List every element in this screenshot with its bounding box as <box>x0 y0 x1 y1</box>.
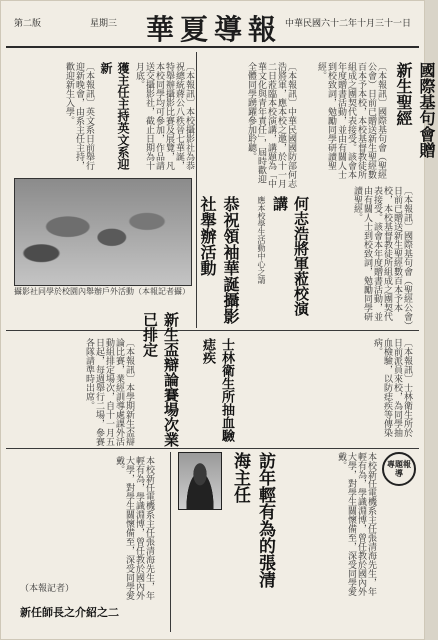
a2-headline: 何志浩將軍蒞校演講 <box>271 196 310 316</box>
special-report-stamp: 專題報導 <box>382 452 416 486</box>
a5-headline: 士林衛生所抽血驗痣疾 <box>200 338 234 442</box>
a8-headline: 新任師長之介紹之二 <box>20 606 119 619</box>
photo-caption: 攝影社同學於校園內舉辦戶外活動（本報記者攝） <box>14 287 190 296</box>
campus-activity-photo <box>14 178 192 286</box>
a5-body: 〔本報訊〕士林衛生所於日前派員來校，為同學抽血檢驗，以防痣疾等傳染病。 <box>372 338 412 437</box>
a1-body-continued: 〔本報訊〕國際基句會（聖經公會）日前已贈送新生聖經數百本予本校，本校基督教徒所組成之團契代表接受。該會本年度贈書活動，並由有關人士到校致詞，勉勵同學研讀聖經。 <box>352 186 412 326</box>
issue-number: 第二版 <box>14 19 42 29</box>
a4-headline: 新生盃辯論賽場次業已排定 <box>141 312 180 447</box>
a3-headline: 恭祝領袖華誕攝影社舉辦活動 <box>198 196 240 324</box>
column-divider-top <box>196 52 197 328</box>
a8-body: 本校新任電機系主任張清海先生，年輕有為，學識淵博，曾任教於國內外大學，對學生關懷備至，深受同學愛戴。 <box>114 456 154 600</box>
column-divider <box>170 452 171 632</box>
a2-subhead: 應本校學生活動中心之請 <box>257 196 266 284</box>
section-divider-2 <box>6 448 419 449</box>
a1-body: 〔本報訊〕國際基句會（聖經公會）日前已贈送新生聖經數百本予本校，本校基督教徒所組成之團契代表接受。該會本年度贈書活動，並由有關人士到校致詞，勉勵同學研讀聖經。 <box>316 62 386 179</box>
section-divider <box>6 330 419 331</box>
a6-body: 〔本報訊〕英文系日前舉行迎新晚會，由系主任主持，歡迎新生入學。 <box>64 62 94 170</box>
a7-headline: 訪年輕有為的張清海主任 <box>230 452 275 588</box>
publication-date: 中華民國六十二年十月三十一日 <box>284 19 411 29</box>
a4-body: 〔本報訊〕本學期新生盃辯論比賽，業經訓導處課外活動組排定場次，自十一月五日起，每週舉行二場，參賽各隊請準時出席。 <box>84 338 134 446</box>
a7-body: 本校新任電機系主任張清海先生，年輕有為，學識淵博，曾任教於國內外大學，對學生關懷備至，深受同學愛戴。 <box>336 452 376 596</box>
masthead <box>6 6 419 48</box>
a6-headline: 獲主任主持英文系迎新 <box>99 62 130 170</box>
a3-body: 〔本報訊〕本校攝影社為恭祝總統蔣公八秩晉七華誕，特舉辦攝影比賽及展覽，凡本校同學均可參加，作品請送交攝影社，截止日期為十月底。 <box>134 62 194 170</box>
a2-body: 〔本報訊〕中華民國國防部何志浩將軍，應本校之邀，於十一月二日蒞臨本校演講，講題為「中華文化與青年責任」，屆時歡迎全體同學踴躍參加聆聽。 <box>246 62 296 188</box>
portrait-photo <box>178 452 222 510</box>
weekday: 星期三 <box>90 19 118 29</box>
newspaper-title: 華夏導報 <box>146 13 283 46</box>
a8-byline: （本報記者） <box>20 584 75 594</box>
a1-headline: 國際基句會贈新生聖經 <box>394 62 436 158</box>
